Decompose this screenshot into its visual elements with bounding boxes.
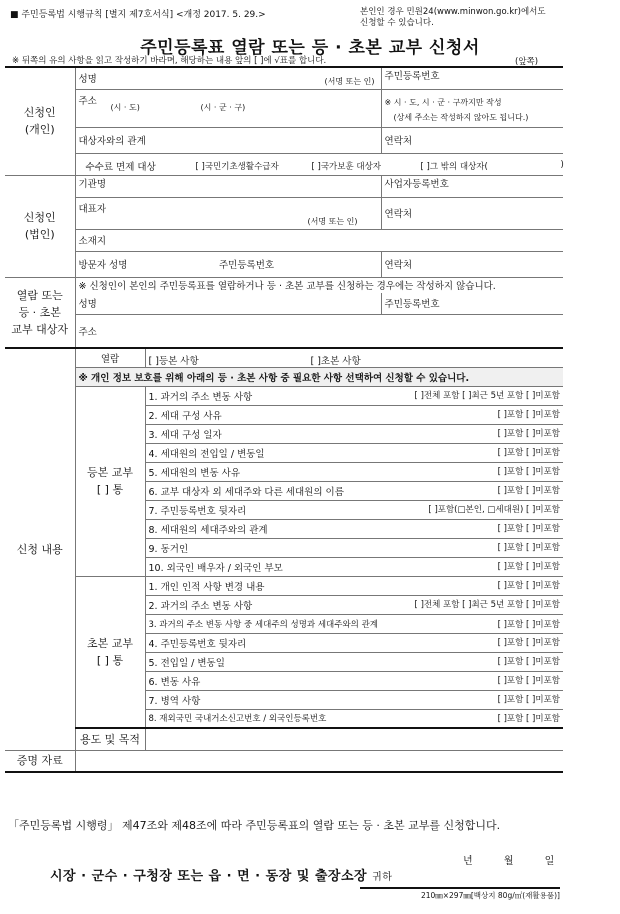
- visitor-reg-no-field[interactable]: [145, 251, 381, 277]
- section-applicant-corporate-label: 신청인 (법인): [23, 211, 56, 241]
- deungbon-item-7-options[interactable]: [ ]포함(□본인, □세대원) [ ]미포함: [428, 504, 561, 515]
- target-note: ※ 신청인이 본인의 주민등록표를 열람하거나 등 · 초본 교부를 신청하는 경우에는 작성하지 않습니다.: [75, 277, 563, 293]
- deungbon-item-6-options[interactable]: [ ]포함 [ ]미포함: [497, 485, 561, 496]
- chobon-item-8-label: 8. 재외국민 국내거소신고번호 / 외국인등록번호: [148, 714, 327, 725]
- purpose-input[interactable]: [145, 728, 563, 750]
- deungbon-item-9-label: 9. 동거인: [148, 543, 189, 555]
- deungbon-item-3-label: 3. 세대 구성 일자: [148, 429, 222, 441]
- applicant-reg-no-label: 주민등록번호: [384, 71, 440, 82]
- visitor-reg-no-label: 주민등록번호: [219, 260, 275, 271]
- biz-no-label: 사업자등록번호: [384, 178, 449, 190]
- chobon-item-6-label: 6. 변동 사유: [148, 676, 201, 688]
- corporate-contact-label: 연락처: [384, 209, 413, 220]
- addressee: [50, 865, 392, 884]
- visitor-name-field[interactable]: [75, 251, 145, 277]
- deungbon-count-label: 등본 교부 [ ] 통: [86, 466, 133, 496]
- privacy-note: ※ 개인 정보 보호를 위해 아래의 등 · 초본 사항 중 필요한 사항 선택하여 신청할 수 있습니다.: [75, 367, 563, 386]
- deungbon-item-2-label: 2. 세대 구성 사유: [148, 410, 222, 422]
- deungbon-item-4-options[interactable]: [ ]포함 [ ]미포함: [497, 447, 561, 458]
- deungbon-item-8-label: 8. 세대원의 세대주와의 관계: [148, 524, 268, 536]
- corporate-contact-field[interactable]: [381, 197, 563, 229]
- section-request: [5, 348, 75, 750]
- chobon-item-4-options[interactable]: [ ]포함 [ ]미포함: [497, 637, 561, 648]
- chobon-item-7-options[interactable]: [ ]포함 [ ]미포함: [497, 694, 561, 705]
- deungbon-item-10-options[interactable]: [ ]포함 [ ]미포함: [497, 561, 561, 572]
- chobon-item-8: [145, 709, 563, 728]
- applicant-reg-no-field[interactable]: [381, 67, 563, 89]
- applicant-address-field[interactable]: [75, 89, 381, 127]
- view-label: 열람: [100, 353, 120, 365]
- representative-label: 대표자: [78, 203, 107, 215]
- deungbon-item-8-options[interactable]: [ ]포함 [ ]미포함: [497, 523, 561, 534]
- chobon-item-2-options[interactable]: [ ]전체 포함 [ ]최근 5년 포함 [ ]미포함: [414, 599, 561, 610]
- chobon-item-7: [145, 690, 563, 709]
- visitor-name-label: 방문자 성명: [78, 260, 128, 271]
- address-note-line2: (상세 주소는 작성하지 않아도 됩니다.): [393, 112, 529, 122]
- section-request-label: 신청 내용: [16, 542, 63, 556]
- relation-label: 대상자와의 관계: [78, 136, 146, 147]
- exempt-other-checkbox[interactable]: [ ]그 밖의 대상자(: [420, 161, 488, 172]
- section-target: [5, 277, 75, 348]
- visitor-contact-label: 연락처: [384, 260, 413, 271]
- online-notice: [360, 7, 546, 29]
- deungbon-item-5-options[interactable]: [ ]포함 [ ]미포함: [497, 466, 561, 477]
- applicant-sign-label: (서명 또는 인): [324, 76, 375, 86]
- instruction-note: ※ 뒤쪽의 유의 사항을 읽고 작성하기 바라며, 해당하는 내용 앞의 [ ]에 √표를 합니다.: [12, 56, 327, 66]
- chobon-item-2-label: 2. 과거의 주소 변동 사항: [148, 600, 253, 612]
- target-address-label: 주소: [78, 326, 97, 338]
- chobon-item-1: [145, 576, 563, 595]
- target-reg-no-field[interactable]: [381, 293, 563, 314]
- applicant-name-label: 성명: [78, 74, 97, 86]
- deungbon-item-7: [145, 500, 563, 519]
- view-chobon-checkbox[interactable]: [ ]초본 사항: [310, 356, 361, 367]
- address-si-do-label: (시 · 도): [110, 102, 140, 112]
- deungbon-item-3-options[interactable]: [ ]포함 [ ]미포함: [497, 428, 561, 439]
- chobon-count-label: 초본 교부 [ ] 통: [86, 636, 133, 667]
- application-form-table: [5, 66, 563, 773]
- chobon-item-6-options[interactable]: [ ]포함 [ ]미포함: [497, 675, 561, 686]
- address-si-gun-gu-label: (시 · 군 · 구): [200, 102, 246, 112]
- chobon-count[interactable]: [75, 576, 145, 728]
- biz-no-field[interactable]: [381, 175, 563, 197]
- purpose-label: 용도 및 목적: [79, 732, 141, 746]
- deungbon-item-6: [145, 481, 563, 500]
- deungbon-item-6-label: 6. 교부 대상자 외 세대주와 다른 세대원의 이름: [148, 486, 344, 498]
- section-applicant-individual-label: 신청인 (개인): [23, 106, 56, 137]
- chobon-item-4: [145, 633, 563, 652]
- address-note: [381, 89, 563, 127]
- section-applicant-corporate: [5, 175, 75, 277]
- chobon-item-2: [145, 595, 563, 614]
- chobon-item-4-label: 4. 주민등록번호 뒷자리: [148, 638, 247, 650]
- online-notice-line2: 신청할 수 있습니다.: [360, 18, 434, 28]
- deungbon-item-10-label: 10. 외국인 배우자 / 외국인 부모: [148, 562, 283, 574]
- chobon-item-5: [145, 652, 563, 671]
- relation-field[interactable]: [75, 127, 381, 153]
- section-applicant-individual: [5, 67, 75, 175]
- visitor-contact-field[interactable]: [381, 251, 563, 277]
- exempt-other-close: ): [560, 159, 564, 170]
- chobon-item-8-options[interactable]: [ ]포함 [ ]미포함: [497, 714, 561, 725]
- chobon-item-3-options[interactable]: [ ]포함 [ ]미포함: [497, 619, 561, 630]
- chobon-item-3-label: 3. 과거의 주소 변동 사항 중 세대주의 성명과 세대주와의 관계: [148, 619, 378, 630]
- corporate-sign-label: (서명 또는 인): [307, 216, 358, 226]
- applicant-contact-field[interactable]: [381, 127, 563, 153]
- view-label-cell: [75, 348, 145, 367]
- applicant-contact-label: 연락처: [384, 136, 413, 147]
- target-name-field[interactable]: [75, 293, 381, 314]
- chobon-item-3: [145, 614, 563, 633]
- org-name-field[interactable]: [75, 175, 381, 197]
- fee-exemption-label: 수수료 면제 대상: [85, 161, 156, 173]
- deungbon-item-8: [145, 519, 563, 538]
- org-name-label: 기관명: [78, 178, 107, 190]
- evidence-label-cell: [5, 750, 75, 772]
- online-notice-line1: 본인인 경우 민원24(www.minwon.go.kr)에서도: [360, 7, 546, 17]
- evidence-input[interactable]: [75, 750, 563, 772]
- deungbon-item-2: [145, 405, 563, 424]
- location-label: 소재지: [78, 236, 107, 247]
- deungbon-item-9-options[interactable]: [ ]포함 [ ]미포함: [497, 542, 561, 553]
- form-regulation-header: ■ 주민등록법 시행규칙 [별지 제7호서식] <개정 2017. 5. 29.>: [10, 10, 266, 20]
- representative-field[interactable]: [75, 197, 381, 229]
- chobon-item-5-label: 5. 전입일 / 변동일: [148, 657, 225, 669]
- target-address-field[interactable]: [75, 314, 563, 348]
- applicant-address-label: 주소: [78, 95, 97, 107]
- deungbon-item-9: [145, 538, 563, 557]
- location-field[interactable]: [75, 229, 563, 251]
- addressee-text: 시장 · 군수 · 구청장 또는 읍 · 면 · 동장 및 출장소장: [50, 869, 368, 884]
- deungbon-item-5: [145, 462, 563, 481]
- view-options: [145, 348, 563, 367]
- fee-exemption-row: [75, 153, 563, 175]
- page-side-label: (앞쪽): [515, 57, 539, 67]
- target-name-label: 성명: [78, 299, 97, 311]
- deungbon-item-3: [145, 424, 563, 443]
- deungbon-count[interactable]: [75, 386, 145, 576]
- chobon-item-6: [145, 671, 563, 690]
- chobon-item-7-label: 7. 병역 사항: [148, 695, 201, 707]
- address-note-line1: ※ 시 · 도, 시 · 군 · 구까지만 작성: [384, 97, 502, 107]
- deungbon-item-2-options[interactable]: [ ]포함 [ ]미포함: [497, 409, 561, 420]
- deungbon-item-4: [145, 443, 563, 462]
- purpose-label-cell: [75, 728, 145, 750]
- addressee-suffix: 귀하: [372, 872, 393, 883]
- exempt-basic-livelihood-checkbox[interactable]: [ ]국민기초생활수급자: [195, 161, 279, 172]
- section-target-label: 열람 또는 등 · 초본 교부 대상자: [11, 288, 69, 336]
- chobon-item-1-label: 1. 개인 인적 사항 변경 내용: [148, 581, 265, 593]
- chobon-item-1-options[interactable]: [ ]포함 [ ]미포함: [497, 580, 561, 591]
- exempt-veteran-checkbox[interactable]: [ ]국가보훈 대상자: [311, 161, 382, 172]
- deungbon-item-1-label: 1. 과거의 주소 변동 사항: [148, 391, 253, 403]
- deungbon-item-5-label: 5. 세대원의 변동 사유: [148, 467, 241, 479]
- evidence-label: 증명 자료: [16, 754, 63, 768]
- date-field[interactable]: 년 월 일: [463, 856, 555, 867]
- view-deungbon-checkbox[interactable]: [ ]등본 사항: [148, 356, 199, 367]
- deungbon-item-10: [145, 557, 563, 576]
- applicant-name-field[interactable]: [75, 67, 381, 89]
- chobon-item-5-options[interactable]: [ ]포함 [ ]미포함: [497, 656, 561, 667]
- deungbon-item-1-options[interactable]: [ ]전체 포함 [ ]최근 5년 포함 [ ]미포함: [414, 390, 561, 401]
- deungbon-item-1: [145, 386, 563, 405]
- deungbon-item-4-label: 4. 세대원의 전입일 / 변동일: [148, 448, 265, 460]
- deungbon-item-7-label: 7. 주민등록번호 뒷자리: [148, 505, 247, 517]
- declaration-text: 「주민등록법 시행령」 제47조와 제48조에 따라 주민등록표의 열람 또는 등 · 초본 교부를 신청합니다.: [8, 819, 501, 832]
- form-title: 주민등록표 열람 또는 등 · 초본 교부 신청서: [140, 38, 480, 58]
- paper-spec-footer: 210㎜×297㎜[백상지 80g/㎡(재활용품)]: [360, 887, 560, 901]
- target-reg-no-label: 주민등록번호: [384, 299, 440, 311]
